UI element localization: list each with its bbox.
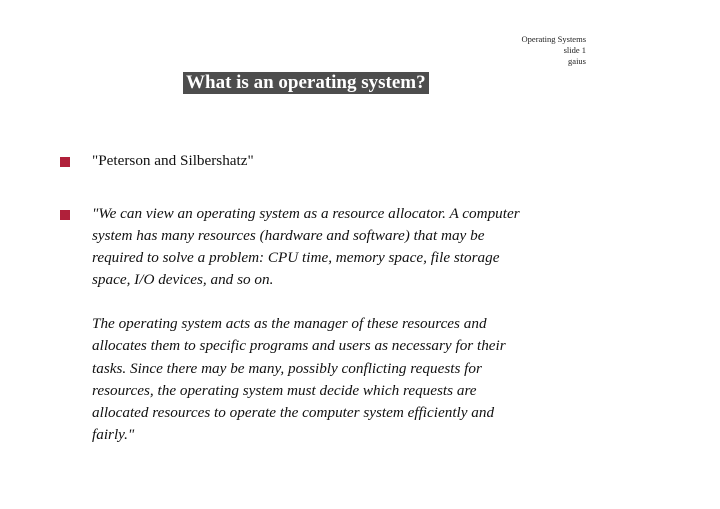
quote-line: space, I/O devices, and so on. [92,271,274,289]
slide-number: slide 1 [563,45,586,55]
quote-line: required to solve a problem: CPU time, memory space, file storage [92,249,500,267]
quote-paragraph-1 [92,203,592,291]
quote-line: tasks. Since there may be many, possibly conflicting requests for [92,359,482,377]
quote-line: allocated resources to operate the computer system efficiently and [92,403,495,421]
author-name: gaius [568,56,586,66]
square-bullet-shape [60,210,70,220]
bullet-quote [92,203,592,446]
quote-line: system has many resources (hardware and software) that may be [92,227,485,245]
quote-paragraph-2 [92,313,592,446]
quote-line: The operating system acts as the manager of these resources and [92,315,487,333]
square-bullet-icon [60,210,70,220]
quote-line: fairly." [92,425,135,443]
slide-header-meta [522,34,586,67]
quote-line: resources, the operating system must decide which requests are [92,381,477,399]
course-name: Operating Systems [521,34,586,44]
bullet-source: "Peterson and Silbershatz" [92,152,254,169]
slide-title: What is an operating system? [183,72,429,94]
paragraph-gap [92,291,592,313]
square-bullet-icon [60,157,70,167]
square-bullet-shape [60,157,70,167]
quote-line: allocates them to specific programs and users as necessary for their [92,337,506,355]
quote-line: "We can view an operating system as a resource allocator. A computer [92,205,520,222]
